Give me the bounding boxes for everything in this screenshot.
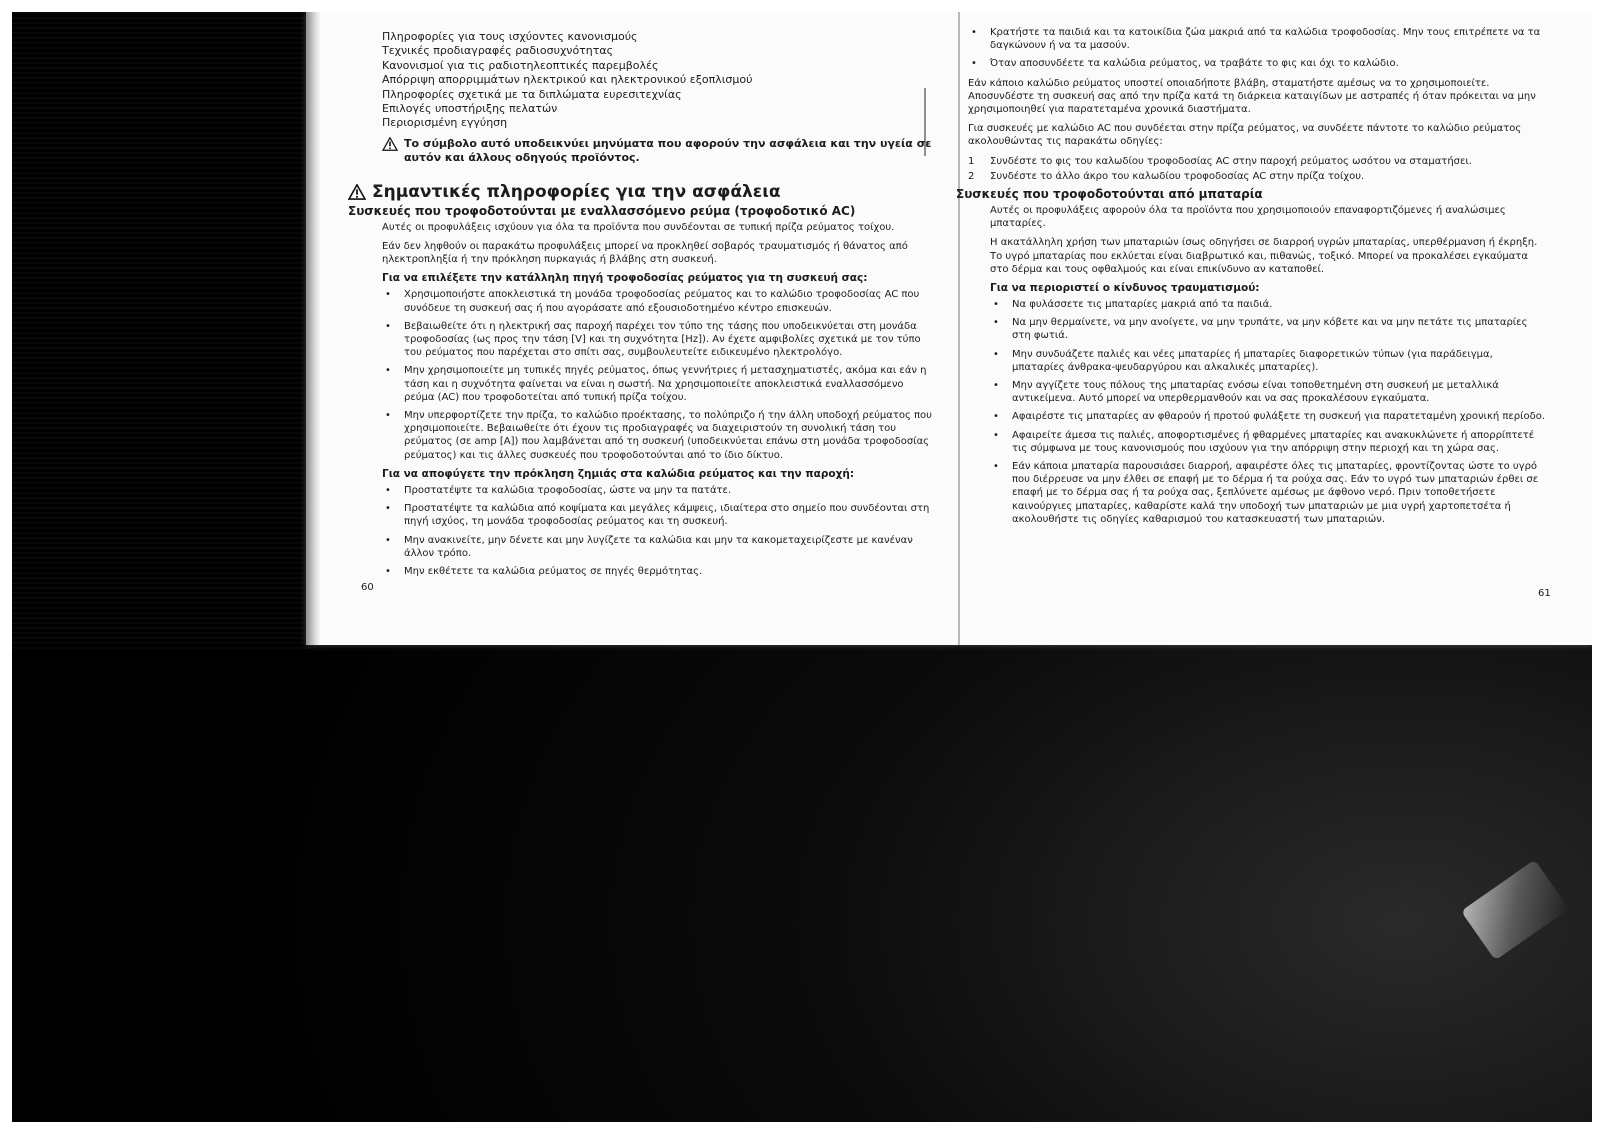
ac-intro: Αυτές οι προφυλάξεις ισχύουν για όλα τα προϊόντα που συνδέονται σε τυπική πρίζα ρεύματος τοίχου. <box>382 221 895 233</box>
list-item: • Όταν αποσυνδέετε τα καλώδια ρεύματος, να τραβάτε το φις και όχι το καλώδιο. <box>971 58 1399 70</box>
cable-heading: Για να αποφύγετε την πρόκληση ζημιάς στα καλώδια ρεύματος και την παροχή: <box>382 467 855 480</box>
warning-triangle-icon <box>348 184 366 200</box>
list-item: • Προστατέψτε τα καλώδια από κοψίματα και μεγάλες κάμψεις, ιδιαίτερα στο σημείο που συνδέονται στη πηγή ισχύος, τη μονάδα τροφοδοσίας ρεύματος και τη συσκευή. <box>385 503 930 528</box>
toc-item: Κανονισμοί για τις ραδιοτηλεοπτικές παρεμβολές <box>382 58 659 72</box>
injury-heading: Για να περιοριστεί ο κίνδυνος τραυματισμού: <box>990 282 1260 295</box>
left-page <box>348 26 935 584</box>
list-item: • Μην ανακινείτε, μην δένετε και μην λυγίζετε τα καλώδια και μην τα κακομεταχειρίζεστε με κανέναν άλλον τρόπο. <box>385 534 913 559</box>
cord-safety-list <box>968 26 1548 71</box>
injury-list <box>990 298 1548 526</box>
contents-list <box>382 30 935 131</box>
battery-heading: Συσκευές που τροφοδοτούνται από μπαταρία <box>956 187 1263 202</box>
toc-item: Τεχνικές προδιαγραφές ραδιοσυχνότητας <box>382 44 614 58</box>
section-title-text: Σημαντικές πληροφορίες για την ασφάλεια <box>372 181 781 202</box>
list-item: • Προστατέψτε τα καλώδια τροφοδοσίας, ώστε να μην τα πατάτε. <box>385 484 732 496</box>
list-item: • Χρησιμοποιήστε αποκλειστικά τη μονάδα τροφοδοσίας ρεύματος και το καλώδιο τροφοδοσίας AC που συνόδευε τη συσκευή σας ή που αγοράσατε από εξουσιοδοτημένο κέντρο επισκευών. <box>385 289 920 314</box>
toc-item: Περιορισμένη εγγύηση <box>382 116 508 130</box>
list-item: • Να φυλάσσετε τις μπαταρίες μακριά από τα παιδιά. <box>993 299 1273 311</box>
list-item: • Αφαιρείτε άμεσα τις παλιές, αποφορτισμένες ή φθαρμένες μπαταρίες και ανακυκλώνετε ή απορρίπτετέ τις σύμφωνα με τους κανονισμούς που ισχύουν για την απόρριψη στην περιοχή και τη χώρα σας. <box>993 429 1535 454</box>
power-source-list <box>382 288 935 461</box>
list-item: • Μην αγγίζετε τους πόλους της μπαταρίας ενόσω είναι τοποθετημένη στη συσκευή με μεταλλικά αντικείμενα. Αυτό μπορεί να υπερθερμανθούν και να σας προκαλέσουν εγκαύματα. <box>993 380 1499 405</box>
symbol-note-text: Το σύμβολο αυτό υποδεικνύει μηνύματα που αφορούν την ασφάλεια και την υγεία σε αυτόν και άλλους οδηγούς προϊόντος. <box>404 136 932 165</box>
section-title <box>348 182 935 202</box>
page-number-right: 61 <box>1538 588 1551 599</box>
list-item: • Μην υπερφορτίζετε την πρίζα, το καλώδιο προέκτασης, το πολύπριζο ή την άλλη υποδοχή ρεύματος που χρησιμοποιείτε. Βεβαιωθείτε ότι έχουν τις προδιαγραφές να διαχειριστούν τη συνολική τάση του ρεύματος (σε amp [A]) που λαμβάνεται από τη συσκευή (υποδεικνύεται επάνω στη μονάδα τροφοδοσίας ρεύματος) και τις άλλες συσκευές που τροφοδοτούνται από το ίδιο δίκτυο. <box>385 410 932 461</box>
step-item: 1 Συνδέστε το φις του καλωδίου τροφοδοσίας AC στην παροχή ρεύματος ωσότου να σταματήσει. <box>968 155 1472 167</box>
booklet-spine <box>958 12 960 645</box>
list-item: • Αφαιρέστε τις μπαταρίες αν φθαρούν ή προτού φυλάξετε τη συσκευή για παρατεταμένη χρονική περίοδο. <box>993 411 1546 423</box>
ac-warning: Εάν δεν ληφθούν οι παρακάτω προφυλάξεις μπορεί να προκληθεί σοβαρός τραυματισμός ή θάνατος από ηλεκτροπληξία ή την πρόκληση πυρκαγιάς ή βλάβης στη συσκευή. <box>382 241 908 266</box>
list-item: • Μην χρησιμοποιείτε μη τυπικές πηγές ρεύματος, όπως γεννήτριες ή μετασχηματιστές, ακόμα και εάν η τάση και η συχνότητα φαίνεται να είναι η σωστή. Να χρησιμοποιείτε αποκλειστικά εναλλασσόμενο ρεύμα (AC) που τροφοδοτείται από τυπική πρίζα τοίχου. <box>385 365 927 403</box>
connect-intro: Για συσκευές με καλώδιο AC που συνδέεται στην πρίζα ρεύματος, να συνδέετε πάντοτε το καλώδιο ρεύματος ακολουθώντας τις παρακάτω οδηγίες: <box>968 123 1522 148</box>
battery-intro: Αυτές οι προφυλάξεις αφορούν όλα τα προϊόντα που χρησιμοποιούν επαναφορτιζόμενες ή αναλώσιμες μπαταρίες. <box>990 205 1506 230</box>
list-item: • Μην συνδυάζετε παλιές και νέες μπαταρίες ή μπαταρίες διαφορετικών τύπων (για παράδειγμα, μπαταρίες άνθρακα-ψευδαργύρου και αλκαλικές μπαταρίες). <box>993 348 1493 373</box>
connect-steps <box>968 155 1548 183</box>
page-edge-shadow <box>306 12 320 645</box>
toc-item: Πληροφορίες για τους ισχύοντες κανονισμούς <box>382 30 638 43</box>
battery-warning: Η ακατάλληλη χρήση των μπαταριών ίσως οδηγήσει σε διαρροή υγρών μπαταρίας, υπερθέρμανση ή έκρηξη. Το υγρό μπαταρίας που εκλύεται είναι διαβρωτικό και, πιθανώς, τοξικό. Μπορεί να προκαλέσει εγκαύματα στο δέρμα και τους οφθαλμούς και είναι επικίνδυνο αν καταποθεί. <box>990 237 1538 275</box>
symbol-note <box>382 137 935 166</box>
ac-heading: Συσκευές που τροφοδοτούνται με εναλλασσόμενο ρεύμα (τροφοδοτικό AC) <box>348 203 856 218</box>
toc-item: Απόρριψη απορριμμάτων ηλεκτρικού και ηλεκτρονικού εξοπλισμού <box>382 73 753 87</box>
toc-item: Πληροφορίες σχετικά με τα διπλώματα ευρεσιτεχνίας <box>382 87 682 101</box>
toc-item: Επιλογές υποστήριξης πελατών <box>382 102 558 116</box>
page-number-left: 60 <box>361 582 374 593</box>
list-item: • Μην εκθέτετε τα καλώδια ρεύματος σε πηγές θερμότητας. <box>385 565 703 577</box>
list-item: • Κρατήστε τα παιδιά και τα κατοικίδια ζώα μακριά από τα καλώδια τροφοδοσίας. Μην τους επιτρέπετε να τα δαγκώνουν ή να τα μασούν. <box>971 27 1541 52</box>
list-item: • Να μην θερμαίνετε, να μην ανοίγετε, να μην τρυπάτε, να μην κόβετε και να μην πετάτε τις μπαταρίες στη φωτιά. <box>993 317 1528 342</box>
damage-paragraph: Εάν κάποιο καλώδιο ρεύματος υποστεί οποιαδήποτε βλάβη, σταματήστε αμέσως να το χρησιμοποιείτε. Αποσυνδέστε τη συσκευή σας από την πρίζα κατά τη διάρκεια καταιγίδων με αστραπές ή όταν πρόκειται να μην χρησιμοποιηθεί για παρατεταμένα χρονικά διαστήματα. <box>968 77 1536 116</box>
warning-triangle-icon <box>382 137 398 151</box>
list-item: • Βεβαιωθείτε ότι η ηλεκτρική σας παροχή παρέχει τον τύπο της τάσης που υποδεικνύεται στη μονάδα τροφοδοσίας (ως προς την τάση [V] και τη συχνότητα [Hz]). Αν έχετε αμφιβολίες σχετικά με τον τύπο του ρεύματος που παρέχεται στο σπίτι σας, συμβουλευτείτε ειδικευμένο ηλεκτρολόγο. <box>385 320 921 359</box>
step-item: 2 Συνδέστε το άλλο άκρο του καλωδίου τροφοδοσίας AC στην πρίζα τοίχου. <box>968 170 1365 182</box>
cable-list <box>382 484 935 578</box>
power-source-heading: Για να επιλέξετε την κατάλληλη πηγή τροφοδοσίας ρεύματος για τη συσκευή σας: <box>382 272 868 285</box>
right-page <box>956 26 1548 532</box>
list-item: • Εάν κάποια μπαταρία παρουσιάσει διαρροή, αφαιρέστε όλες τις μπαταρίες, φροντίζοντας ώστε το υγρό που διέρρευσε να μην έλθει σε επαφή με το δέρμα ή τα ρούχα σας. Εάν το υγρό των μπαταριών έρθει σε επαφή με το δέρμα σας ή τα ρούχα σας, ξεπλύνετε αμέσως με άφθονο νερό. Πριν τοποθετήσετε καινούργιες μπαταρίες, καθαρίστε καλά την υποδοχή των μπαταριών με μια υγρή χαρτοπετσέτα ή ακολουθήστε τις οδηγίες καθαρισμού του κατασκευαστή των μπαταριών. <box>993 461 1539 525</box>
